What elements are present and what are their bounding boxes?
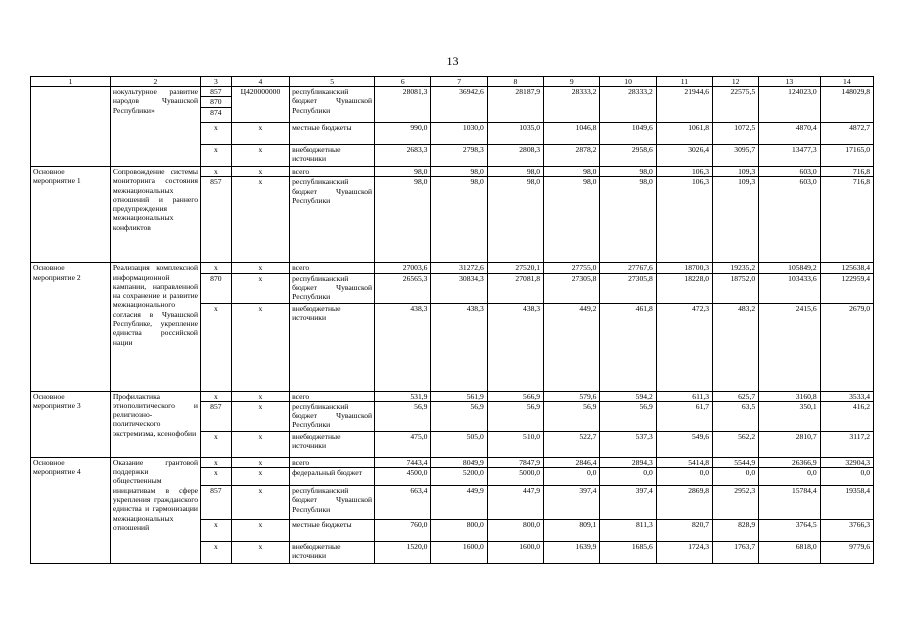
value-cell: 15784,4 xyxy=(759,486,820,520)
column-number: 6 xyxy=(375,77,431,87)
value-cell: 0,0 xyxy=(759,468,820,486)
value-cell: 22575,5 xyxy=(713,87,759,123)
value-cell: 27767,6 xyxy=(600,263,656,273)
value-cell: 561,9 xyxy=(431,391,487,401)
column-number: 13 xyxy=(759,77,820,87)
value-cell: 716,8 xyxy=(820,177,873,263)
value-cell: 531,9 xyxy=(375,391,431,401)
value-cell: 18700,3 xyxy=(656,263,712,273)
funding-source: всего xyxy=(290,263,375,273)
value-cell: 106,3 xyxy=(656,177,712,263)
column-number: 2 xyxy=(110,77,200,87)
value-cell: 522,7 xyxy=(544,431,600,457)
table-row xyxy=(31,391,874,401)
value-cell: 109,3 xyxy=(713,167,759,177)
event-description: нокультурное развитие народов Чувашской Республики» xyxy=(110,87,200,167)
value-cell: 2958,6 xyxy=(600,145,656,167)
funding-source: республиканский бюджет Чувашской Республики xyxy=(290,401,375,431)
value-cell: 5544,9 xyxy=(713,457,759,467)
value-cell: 27755,0 xyxy=(544,263,600,273)
grbs-code: х xyxy=(201,263,232,273)
value-cell: 1639,9 xyxy=(544,542,600,564)
value-cell: 461,8 xyxy=(600,303,656,391)
value-cell: 98,0 xyxy=(600,167,656,177)
table-row xyxy=(31,263,874,273)
funding-source: республиканский бюджет Чувашской Республики xyxy=(290,87,375,123)
value-cell: 148029,8 xyxy=(820,87,873,123)
column-number: 5 xyxy=(290,77,375,87)
value-cell: 3026,4 xyxy=(656,145,712,167)
value-cell: 98,0 xyxy=(544,177,600,263)
value-cell: 98,0 xyxy=(487,177,543,263)
value-cell: 106,3 xyxy=(656,167,712,177)
value-cell: 562,2 xyxy=(713,431,759,457)
value-cell: 438,3 xyxy=(431,303,487,391)
target-code: х xyxy=(231,391,289,401)
value-cell: 105849,2 xyxy=(759,263,820,273)
value-cell: 30834,3 xyxy=(431,273,487,303)
value-cell: 28333,2 xyxy=(544,87,600,123)
value-cell: 2952,3 xyxy=(713,486,759,520)
funding-source: республиканский бюджет Чувашской Республики xyxy=(290,177,375,263)
value-cell: 800,0 xyxy=(431,520,487,542)
value-cell: 990,0 xyxy=(375,123,431,145)
value-cell: 4870,4 xyxy=(759,123,820,145)
grbs-code-cell xyxy=(201,87,232,123)
value-cell: 2415,6 xyxy=(759,303,820,391)
value-cell: 716,8 xyxy=(820,167,873,177)
value-cell: 0,0 xyxy=(600,468,656,486)
value-cell: 449,2 xyxy=(544,303,600,391)
value-cell: 0,0 xyxy=(713,468,759,486)
value-cell: 760,0 xyxy=(375,520,431,542)
value-cell: 1724,3 xyxy=(656,542,712,564)
value-cell: 27305,8 xyxy=(600,273,656,303)
value-cell: 3766,3 xyxy=(820,520,873,542)
value-cell: 350,1 xyxy=(759,401,820,431)
value-cell: 1685,6 xyxy=(600,542,656,564)
grbs-code: 857 xyxy=(201,401,232,431)
funding-source: внебюджетные источники xyxy=(290,303,375,391)
value-cell: 447,9 xyxy=(487,486,543,520)
value-cell: 438,3 xyxy=(487,303,543,391)
funding-source: местные бюджеты xyxy=(290,123,375,145)
value-cell: 625,7 xyxy=(713,391,759,401)
value-cell: 27305,8 xyxy=(544,273,600,303)
value-cell: 3095,7 xyxy=(713,145,759,167)
column-number: 8 xyxy=(487,77,543,87)
value-cell: 0,0 xyxy=(656,468,712,486)
column-number: 10 xyxy=(600,77,656,87)
value-cell: 0,0 xyxy=(820,468,873,486)
target-code: х xyxy=(231,468,289,486)
value-cell: 19235,2 xyxy=(713,263,759,273)
value-cell: 98,0 xyxy=(544,167,600,177)
grbs-code: х xyxy=(201,520,232,542)
value-cell: 17165,0 xyxy=(820,145,873,167)
value-cell: 26565,3 xyxy=(375,273,431,303)
value-cell: 397,4 xyxy=(544,486,600,520)
value-cell: 537,3 xyxy=(600,431,656,457)
funding-source: всего xyxy=(290,391,375,401)
grbs-code: х xyxy=(201,145,232,167)
value-cell: 1520,0 xyxy=(375,542,431,564)
value-cell: 397,4 xyxy=(600,486,656,520)
funding-source: внебюджетные источники xyxy=(290,431,375,457)
value-cell: 3533,4 xyxy=(820,391,873,401)
value-cell: 4500,0 xyxy=(375,468,431,486)
value-cell: 124023,0 xyxy=(759,87,820,123)
value-cell: 1046,8 xyxy=(544,123,600,145)
event-description: Реализация комплексной информационной кампании, направленной на сохранение и развитие межнационального согласия в Чувашской Республике, укрепление единства российской нации xyxy=(110,263,200,391)
value-cell: 449,9 xyxy=(431,486,487,520)
value-cell: 800,0 xyxy=(487,520,543,542)
value-cell: 13477,3 xyxy=(759,145,820,167)
value-cell: 566,9 xyxy=(487,391,543,401)
value-cell: 27081,8 xyxy=(487,273,543,303)
value-cell: 1763,7 xyxy=(713,542,759,564)
target-code: х xyxy=(231,177,289,263)
value-cell: 6818,0 xyxy=(759,542,820,564)
value-cell: 98,0 xyxy=(487,167,543,177)
value-cell: 56,9 xyxy=(375,401,431,431)
value-cell: 1072,5 xyxy=(713,123,759,145)
grbs-code: 857 xyxy=(201,486,232,520)
target-code: х xyxy=(231,457,289,467)
value-cell: 18228,0 xyxy=(656,273,712,303)
funding-source: всего xyxy=(290,457,375,467)
value-cell: 2846,4 xyxy=(544,457,600,467)
value-cell: 61,7 xyxy=(656,401,712,431)
value-cell: 603,0 xyxy=(759,177,820,263)
value-cell: 63,5 xyxy=(713,401,759,431)
value-cell: 2810,7 xyxy=(759,431,820,457)
value-cell: 2869,8 xyxy=(656,486,712,520)
value-cell: 32904,3 xyxy=(820,457,873,467)
value-cell: 19358,4 xyxy=(820,486,873,520)
grbs-code: х xyxy=(201,391,232,401)
value-cell: 109,3 xyxy=(713,177,759,263)
target-code: х xyxy=(231,520,289,542)
value-cell: 18752,0 xyxy=(713,273,759,303)
value-cell: 475,0 xyxy=(375,431,431,457)
event-description: Профилактика этнополитического и религиозно-политического экстремизма, ксенофобии xyxy=(110,391,200,457)
value-cell: 549,6 xyxy=(656,431,712,457)
grbs-code: 870 xyxy=(201,273,232,303)
value-cell: 7847,9 xyxy=(487,457,543,467)
column-number: 11 xyxy=(656,77,712,87)
value-cell: 56,9 xyxy=(544,401,600,431)
value-cell: 98,0 xyxy=(431,177,487,263)
target-code: х xyxy=(231,263,289,273)
value-cell: 98,0 xyxy=(431,167,487,177)
target-code: Ц420000000 xyxy=(231,87,289,123)
value-cell: 828,9 xyxy=(713,520,759,542)
table-row xyxy=(31,457,874,467)
value-cell: 122959,4 xyxy=(820,273,873,303)
table-row xyxy=(31,87,874,123)
value-cell: 1030,0 xyxy=(431,123,487,145)
value-cell: 98,0 xyxy=(375,167,431,177)
value-cell: 56,9 xyxy=(431,401,487,431)
value-cell: 36942,6 xyxy=(431,87,487,123)
value-cell: 2894,3 xyxy=(600,457,656,467)
target-code: х xyxy=(231,273,289,303)
value-cell: 2679,0 xyxy=(820,303,873,391)
value-cell: 7443,4 xyxy=(375,457,431,467)
value-cell: 26366,9 xyxy=(759,457,820,467)
grbs-code: х xyxy=(201,303,232,391)
grbs-code: х xyxy=(201,167,232,177)
budget-table xyxy=(30,76,874,564)
value-cell: 0,0 xyxy=(544,468,600,486)
event-description: Сопровождение системы мониторинга состояния межнациональных отношений и раннего предупреждения межнациональных конфликтов xyxy=(110,167,200,263)
value-cell: 28333,2 xyxy=(600,87,656,123)
target-code: х xyxy=(231,167,289,177)
value-cell: 811,3 xyxy=(600,520,656,542)
value-cell: 2798,3 xyxy=(431,145,487,167)
value-cell: 505,0 xyxy=(431,431,487,457)
value-cell: 5200,0 xyxy=(431,468,487,486)
funding-source: внебюджетные источники xyxy=(290,145,375,167)
value-cell: 3764,5 xyxy=(759,520,820,542)
funding-source: всего xyxy=(290,167,375,177)
column-number: 3 xyxy=(201,77,232,87)
value-cell: 125638,4 xyxy=(820,263,873,273)
value-cell: 98,0 xyxy=(600,177,656,263)
funding-source: федеральный бюджет xyxy=(290,468,375,486)
target-code: х xyxy=(231,123,289,145)
grbs-code: х xyxy=(201,542,232,564)
value-cell: 103433,6 xyxy=(759,273,820,303)
funding-source: республиканский бюджет Чувашской Республики xyxy=(290,273,375,303)
value-cell: 594,2 xyxy=(600,391,656,401)
grbs-code: 874 xyxy=(201,107,232,117)
grbs-code: х xyxy=(201,431,232,457)
value-cell: 98,0 xyxy=(375,177,431,263)
grbs-code: 857 xyxy=(201,177,232,263)
event-description: Оказание грантовой поддержки общественным инициативам в сфере укрепления гражданского единства и гармонизации межнациональных отношений xyxy=(110,457,200,563)
value-cell: 416,2 xyxy=(820,401,873,431)
value-cell: 2808,3 xyxy=(487,145,543,167)
funding-source: местные бюджеты xyxy=(290,520,375,542)
value-cell: 438,3 xyxy=(375,303,431,391)
target-code: х xyxy=(231,542,289,564)
grbs-code: х xyxy=(201,123,232,145)
column-number: 7 xyxy=(431,77,487,87)
value-cell: 1049,6 xyxy=(600,123,656,145)
grbs-code: х xyxy=(201,468,232,486)
event-name-cell xyxy=(31,87,111,167)
funding-source: республиканский бюджет Чувашской Республики xyxy=(290,486,375,520)
grbs-code: х xyxy=(201,457,232,467)
value-cell: 579,6 xyxy=(544,391,600,401)
value-cell: 663,4 xyxy=(375,486,431,520)
value-cell: 603,0 xyxy=(759,167,820,177)
value-cell: 5414,8 xyxy=(656,457,712,467)
target-code: х xyxy=(231,486,289,520)
event-name: Основное мероприятие 2 xyxy=(31,263,111,391)
value-cell: 1600,0 xyxy=(487,542,543,564)
value-cell: 9779,6 xyxy=(820,542,873,564)
value-cell: 27520,1 xyxy=(487,263,543,273)
table-row xyxy=(31,167,874,177)
value-cell: 1035,0 xyxy=(487,123,543,145)
value-cell: 56,9 xyxy=(487,401,543,431)
column-number: 14 xyxy=(820,77,873,87)
column-number: 12 xyxy=(713,77,759,87)
event-name: Основное мероприятие 3 xyxy=(31,391,111,457)
value-cell: 2878,2 xyxy=(544,145,600,167)
page-number: 13 xyxy=(446,54,459,68)
value-cell: 2683,3 xyxy=(375,145,431,167)
target-code: х xyxy=(231,431,289,457)
grbs-code: 870 xyxy=(201,96,232,106)
column-number: 9 xyxy=(544,77,600,87)
value-cell: 4872,7 xyxy=(820,123,873,145)
event-name: Основное мероприятие 4 xyxy=(31,457,111,563)
value-cell: 28081,3 xyxy=(375,87,431,123)
value-cell: 820,7 xyxy=(656,520,712,542)
column-number: 1 xyxy=(31,77,111,87)
target-code: х xyxy=(231,145,289,167)
event-name: Основное мероприятие 1 xyxy=(31,167,111,263)
value-cell: 27003,6 xyxy=(375,263,431,273)
column-number-row xyxy=(31,77,874,87)
grbs-code: 857 xyxy=(210,87,222,96)
value-cell: 809,1 xyxy=(544,520,600,542)
value-cell: 611,3 xyxy=(656,391,712,401)
target-code: х xyxy=(231,401,289,431)
value-cell: 483,2 xyxy=(713,303,759,391)
value-cell: 21944,6 xyxy=(656,87,712,123)
value-cell: 28187,9 xyxy=(487,87,543,123)
value-cell: 472,3 xyxy=(656,303,712,391)
value-cell: 5000,0 xyxy=(487,468,543,486)
value-cell: 3160,8 xyxy=(759,391,820,401)
value-cell: 8049,9 xyxy=(431,457,487,467)
target-code: х xyxy=(231,303,289,391)
value-cell: 3117,2 xyxy=(820,431,873,457)
column-number: 4 xyxy=(231,77,289,87)
funding-source: внебюджетные источники xyxy=(290,542,375,564)
value-cell: 510,0 xyxy=(487,431,543,457)
value-cell: 1600,0 xyxy=(431,542,487,564)
value-cell: 1061,8 xyxy=(656,123,712,145)
value-cell: 31272,6 xyxy=(431,263,487,273)
value-cell: 56,9 xyxy=(600,401,656,431)
